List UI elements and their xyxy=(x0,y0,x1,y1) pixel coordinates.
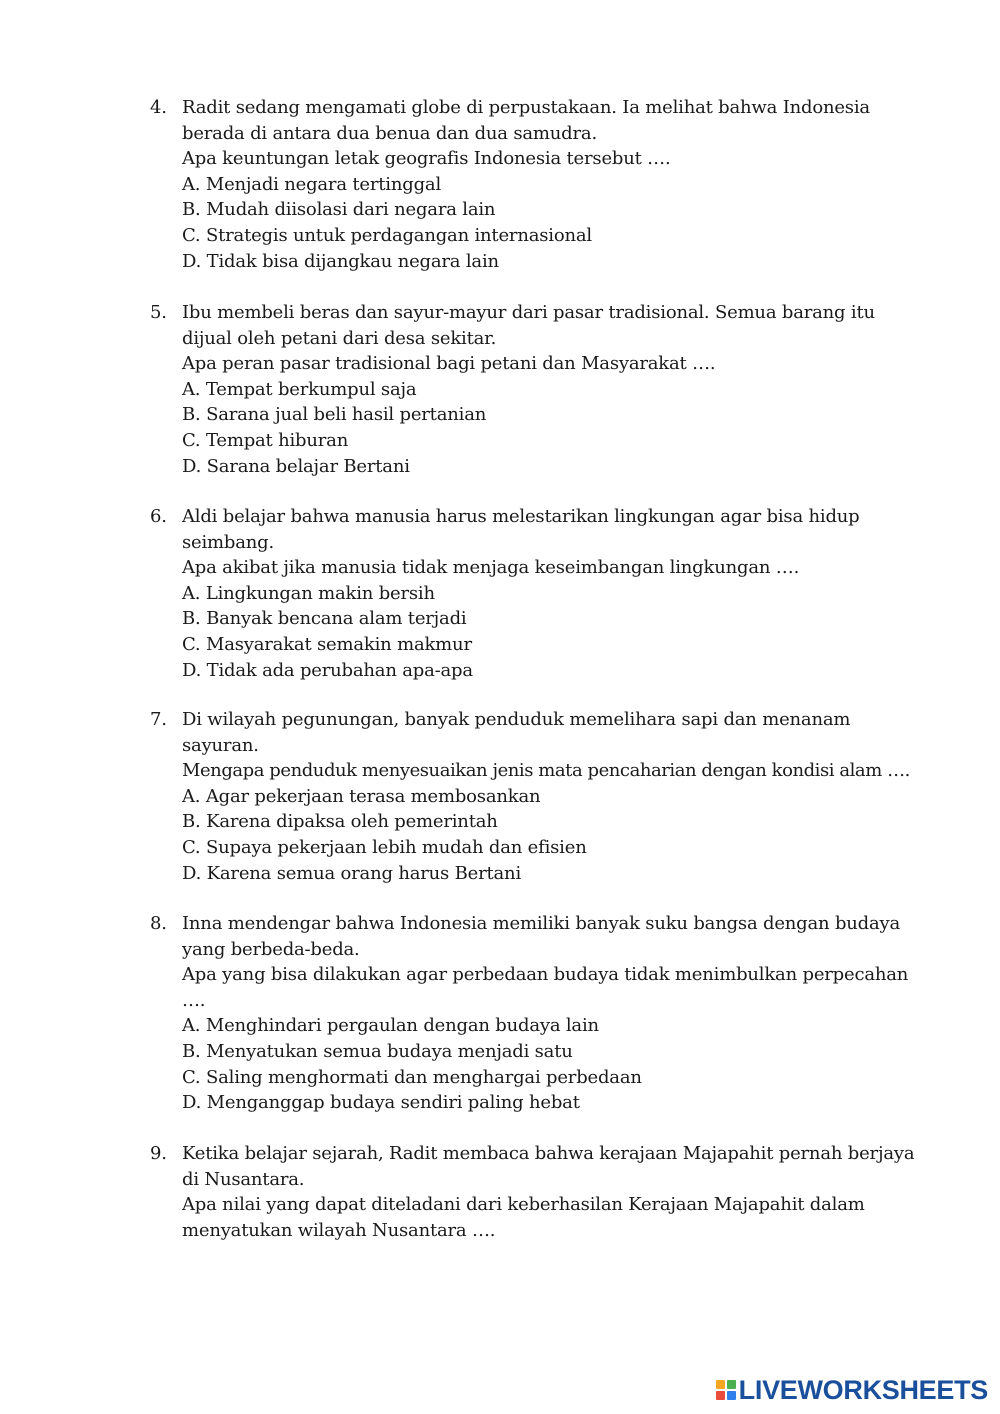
answer-option-c: C. Masyarakat semakin makmur xyxy=(182,633,472,655)
answer-option-d: D. Menganggap budaya sendiri paling hebat xyxy=(182,1092,580,1114)
answer-option-d: D. Karena semua orang harus Bertani xyxy=(182,862,522,884)
question-text-line: di Nusantara. xyxy=(182,1168,305,1190)
answer-option-b: B. Banyak bencana alam terjadi xyxy=(182,608,467,630)
question-number: 7. xyxy=(150,709,167,730)
answer-option-c: C. Saling menghormati dan menghargai perbedaan xyxy=(182,1066,642,1088)
answer-option-a: A. Tempat berkumpul saja xyxy=(182,378,417,400)
question-number: 8. xyxy=(150,913,167,934)
question-prompt-ellipsis: …. xyxy=(182,989,206,1011)
question-body xyxy=(182,911,909,1116)
answer-option-b: B. Karena dipaksa oleh pemerintah xyxy=(182,811,498,833)
question-number: 6. xyxy=(150,506,167,527)
answer-option-c: C. Supaya pekerjaan lebih mudah dan efisien xyxy=(182,836,587,858)
question-prompt: Apa nilai yang dapat diteladani dari keberhasilan Kerajaan Majapahit dalam xyxy=(182,1194,865,1216)
question-8 xyxy=(150,911,909,1116)
question-prompt: Apa keuntungan letak geografis Indonesia tersebut …. xyxy=(182,148,671,170)
question-text-line: seimbang. xyxy=(182,531,275,553)
answer-option-a: A. Lingkungan makin bersih xyxy=(182,582,435,604)
answer-option-b: B. Mudah diisolasi dari negara lain xyxy=(182,199,496,221)
question-5 xyxy=(150,300,890,479)
question-prompt: Apa akibat jika manusia tidak menjaga keseimbangan lingkungan …. xyxy=(182,557,800,579)
answer-option-a: A. Menghindari pergaulan dengan budaya lain xyxy=(182,1015,599,1037)
question-body xyxy=(182,95,890,274)
logo-square xyxy=(716,1380,725,1389)
question-body xyxy=(182,1141,915,1243)
answer-option-c: C. Strategis untuk perdagangan internasional xyxy=(182,224,592,246)
logo-text: LIVEWORKSHEETS xyxy=(738,1375,988,1405)
question-4 xyxy=(150,95,890,274)
answer-option-b: B. Sarana jual beli hasil pertanian xyxy=(182,404,487,426)
answer-option-d: D. Tidak ada perubahan apa-apa xyxy=(182,659,473,681)
answer-option-c: C. Tempat hiburan xyxy=(182,429,349,451)
question-body xyxy=(182,504,890,683)
question-number: 4. xyxy=(150,97,167,118)
question-text-line: Ibu membeli beras dan sayur-mayur dari pasar tradisional. Semua barang itu xyxy=(182,302,875,323)
question-text-line: sayuran. xyxy=(182,734,259,756)
question-text-line: Radit sedang mengamati globe di perpustakaan. Ia melihat bahwa Indonesia xyxy=(182,97,870,118)
logo-grid-icon xyxy=(716,1380,736,1400)
answer-option-d: D. Sarana belajar Bertani xyxy=(182,455,410,477)
question-body xyxy=(182,707,910,886)
liveworksheets-logo xyxy=(716,1374,988,1406)
answer-option-a: A. Menjadi negara tertinggal xyxy=(182,173,441,195)
question-number: 9. xyxy=(150,1143,167,1164)
answer-option-b: B. Menyatukan semua budaya menjadi satu xyxy=(182,1040,573,1062)
question-prompt: menyatukan wilayah Nusantara …. xyxy=(182,1219,496,1241)
question-text-line: dijual oleh petani dari desa sekitar. xyxy=(182,327,497,349)
logo-square xyxy=(716,1391,725,1400)
question-prompt: Mengapa penduduk menyesuaikan jenis mata pencaharian dengan kondisi alam …. xyxy=(182,760,910,782)
question-text-line: Ketika belajar sejarah, Radit membaca bahwa kerajaan Majapahit pernah berjaya xyxy=(182,1143,915,1164)
answer-option-d: D. Tidak bisa dijangkau negara lain xyxy=(182,250,499,272)
logo-square xyxy=(727,1380,736,1389)
question-text-line: Inna mendengar bahwa Indonesia memiliki banyak suku bangsa dengan budaya xyxy=(182,913,901,934)
question-text-line: berada di antara dua benua dan dua samudra. xyxy=(182,122,597,144)
question-6 xyxy=(150,504,890,683)
question-number: 5. xyxy=(150,302,167,323)
question-prompt: Apa yang bisa dilakukan agar perbedaan budaya tidak menimbulkan perpecahan xyxy=(182,964,909,986)
answer-option-a: A. Agar pekerjaan terasa membosankan xyxy=(182,785,541,807)
question-prompt: Apa peran pasar tradisional bagi petani dan Masyarakat …. xyxy=(182,353,716,375)
question-7 xyxy=(150,707,910,886)
question-text-line: Di wilayah pegunungan, banyak penduduk memelihara sapi dan menanam xyxy=(182,709,851,730)
logo-square xyxy=(727,1391,736,1400)
question-9 xyxy=(150,1141,915,1243)
question-text-line: Aldi belajar bahwa manusia harus melestarikan lingkungan agar bisa hidup xyxy=(182,506,860,527)
question-body xyxy=(182,300,890,479)
question-text-line: yang berbeda-beda. xyxy=(182,938,360,960)
